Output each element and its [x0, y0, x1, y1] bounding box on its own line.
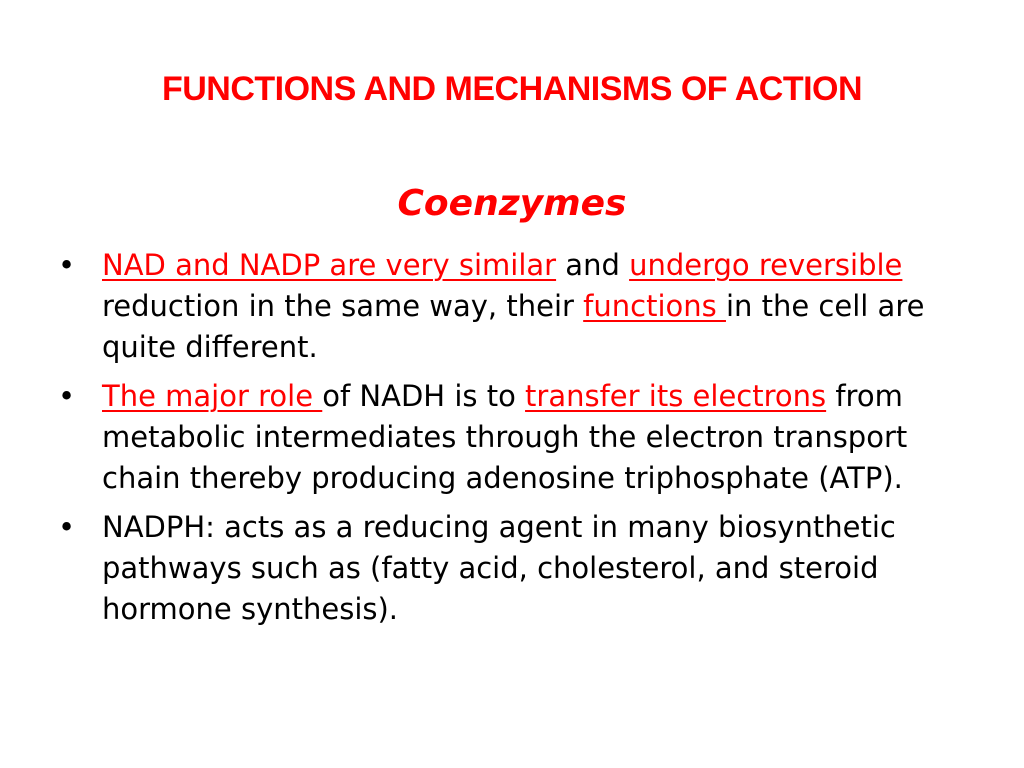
bullet-item	[58, 245, 978, 368]
slide-title: FUNCTIONS AND MECHANISMS OF ACTION	[161, 70, 863, 108]
body-text: of NADH is to	[322, 379, 526, 413]
highlight-text: undergo reversible	[629, 248, 903, 282]
bullet-icon: •	[58, 510, 76, 544]
bullet-item	[58, 376, 978, 499]
bullet-icon: •	[58, 379, 76, 413]
highlight-text: NAD and NADP are very similar	[102, 248, 557, 282]
highlight-text: The major role	[102, 379, 323, 413]
bullet-list	[58, 245, 978, 638]
bullet-icon: •	[58, 248, 76, 282]
body-text: and	[556, 248, 630, 282]
body-text: from metabolic intermediates through the electron transport chain thereby producing adenosine triphosphate (ATP).	[102, 379, 908, 495]
bullet-item	[58, 507, 978, 630]
body-text: in the cell are quite different.	[102, 289, 925, 364]
slide-subtitle: Coenzymes	[397, 183, 627, 224]
highlight-text: functions	[583, 289, 726, 323]
body-text: reduction in the same way, their	[102, 289, 584, 323]
highlight-text: transfer its electrons	[525, 379, 827, 413]
body-text: NADPH: acts as a reducing agent in many biosynthetic pathways such as (fatty acid, cholesterol, and steroid hormone synthesis).	[102, 510, 896, 626]
